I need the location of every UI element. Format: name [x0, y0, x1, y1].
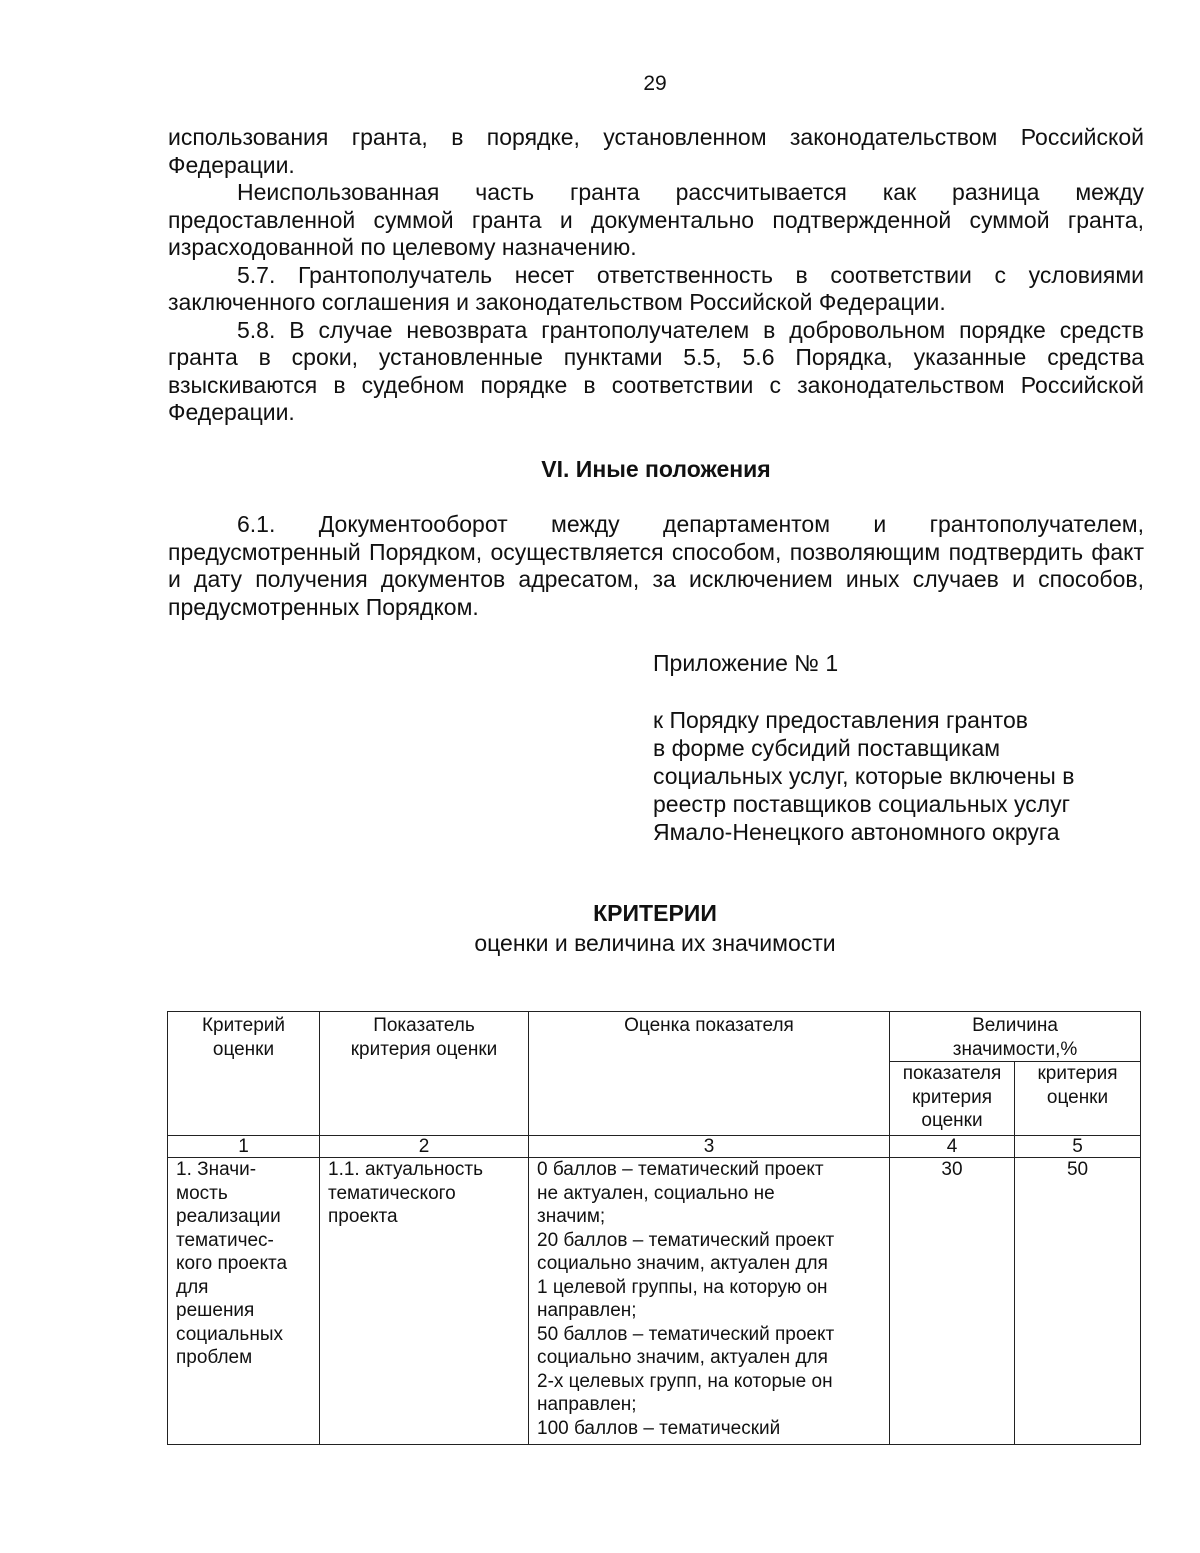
cell-line: социально значим, актуален для: [537, 1253, 828, 1274]
header-criterion: [168, 1012, 320, 1136]
cell-line: реализации: [176, 1206, 281, 1227]
header-text: оценки: [921, 1110, 983, 1131]
appendix-subtitle-line: реестр поставщиков социальных услуг: [653, 791, 1071, 817]
appendix-subtitle-line: к Порядку предоставления грантов: [653, 707, 1028, 733]
column-number: 3: [529, 1136, 890, 1158]
header-text: критерия: [911, 1086, 993, 1108]
page-number: 29: [643, 72, 667, 95]
cell-line: социально значим, актуален для: [537, 1347, 828, 1368]
indicator-weight-cell: 30: [890, 1158, 1015, 1445]
header-text: Оценка показателя: [624, 1015, 794, 1036]
cell-line: 20 баллов – тематический проект: [537, 1229, 835, 1251]
header-text: показателя: [902, 1063, 1002, 1084]
header-text: Величина: [972, 1015, 1058, 1036]
criterion-cell: [168, 1158, 320, 1445]
cell-line: направлен;: [537, 1300, 637, 1321]
paragraph-5-8: 5.8. В случае невозврата грантополучателем в добровольном порядке средств гранта в сроки, установленные пунктами 5.5, 5.6 Порядка, указанные средства взыскиваются в судебном порядке в соответствии с законодательством Российской Федерации.: [168, 316, 1144, 425]
cell-line: 0 баллов – тематический проект: [537, 1159, 824, 1180]
header-text: значимости,%: [952, 1038, 1078, 1060]
header-text: критерия оценки: [350, 1038, 498, 1060]
cell-line: решения: [176, 1300, 255, 1321]
section-heading: VI. Иные положения: [541, 456, 771, 482]
cell-line: не актуален, социально не: [537, 1182, 775, 1204]
cell-line: 100 баллов – тематический: [537, 1417, 781, 1439]
cell-line: направлен;: [537, 1394, 637, 1415]
header-text: критерия: [1037, 1063, 1118, 1084]
cell-line: мость: [176, 1182, 228, 1204]
column-number: 4: [890, 1136, 1015, 1158]
paragraph-6-1: 6.1. Документооборот между департаментом и грантополучателем, предусмотренный Порядком, осуществляется способом, позволяющим подтвердить факт и дату получения документов адресатом, за исключением иных случаев и способов, предусмотренных Порядком.: [168, 511, 1144, 620]
appendix-subtitle-line: социальных услуг, которые включены в: [653, 763, 1075, 789]
table-row: [168, 1158, 1141, 1445]
cell-line: 50 баллов – тематический проект: [537, 1323, 835, 1345]
section-5-text: [168, 124, 1144, 427]
cell-line: 1.1. актуальность: [328, 1159, 483, 1180]
paragraph-5-7: 5.7. Грантополучатель несет ответственность в соответствии с условиями заключенного соглашения и законодательством Российской Федерации.: [168, 261, 1144, 315]
cell-line: социальных: [176, 1323, 283, 1345]
column-number: 2: [320, 1136, 529, 1158]
criteria-subtitle: оценки и величина их значимости: [474, 930, 836, 956]
column-number: 1: [168, 1136, 320, 1158]
column-number: 5: [1015, 1136, 1141, 1158]
criteria-title: КРИТЕРИИ: [593, 900, 717, 926]
header-assessment: [529, 1012, 890, 1136]
cell-line: проблем: [176, 1347, 253, 1368]
criteria-table: [167, 1011, 1141, 1445]
cell-line: 2-х целевых групп, на которые он: [537, 1370, 833, 1392]
header-text: оценки: [212, 1038, 275, 1060]
cell-line: кого проекта: [176, 1253, 288, 1274]
cell-line: 1. Значи-: [176, 1159, 257, 1180]
cell-line: для: [176, 1276, 209, 1298]
appendix-subtitle: [653, 706, 1074, 846]
header-criterion-weight: [1015, 1062, 1141, 1136]
appendix-subtitle-line: Ямало-Ненецкого автономного округа: [653, 819, 1060, 845]
cell-line: тематического: [328, 1182, 456, 1204]
cell-line: значим;: [537, 1206, 606, 1227]
criterion-weight-cell: 50: [1015, 1158, 1141, 1445]
section-6-text: [168, 511, 1144, 621]
indicator-cell: [320, 1158, 529, 1445]
header-text: оценки: [1046, 1086, 1109, 1108]
paragraph: использования гранта, в порядке, установленном законодательством Российской Федерации.: [168, 124, 1144, 178]
assessment-cell: [529, 1158, 890, 1445]
header-text: Показатель: [373, 1015, 475, 1036]
appendix-title: Приложение № 1: [653, 650, 839, 676]
header-indicator: [320, 1012, 529, 1136]
paragraph: Неиспользованная часть гранта рассчитывается как разница между предоставленной суммой гранта и документально подтвержденной суммой гранта, израсходованной по целевому назначению.: [168, 179, 1144, 260]
cell-line: тематичес-: [176, 1229, 274, 1251]
cell-line: проекта: [328, 1206, 398, 1227]
header-indicator-weight: [890, 1062, 1015, 1136]
appendix-subtitle-line: в форме субсидий поставщикам: [653, 735, 1001, 761]
header-text: Критерий: [201, 1015, 286, 1036]
cell-line: 1 целевой группы, на которую он: [537, 1276, 828, 1298]
header-significance: [890, 1012, 1141, 1062]
